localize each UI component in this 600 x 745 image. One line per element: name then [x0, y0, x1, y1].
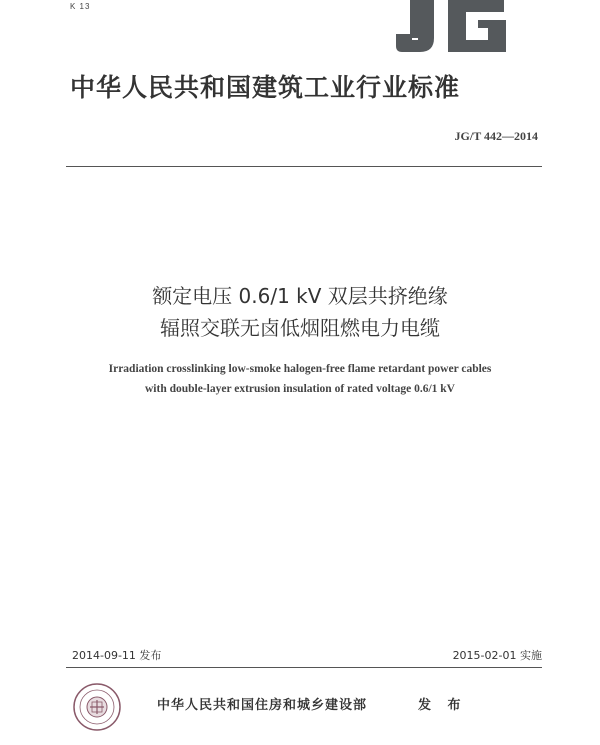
issuer: 中华人民共和国住房和城乡建设部	[157, 698, 368, 713]
header-divider	[66, 166, 542, 167]
standard-category: 中华人民共和国建筑工业行业标准	[70, 73, 461, 102]
footer-divider	[66, 667, 542, 668]
standard-number: JG/T 442—2014	[454, 129, 538, 143]
ministry-seal-icon	[72, 682, 122, 732]
classification-code: K 13	[70, 2, 91, 11]
publish-date: 2014-09-11 发布	[72, 649, 162, 662]
title-cn-line1: 额定电压 0.6/1 kV 双层共挤绝缘	[152, 284, 448, 308]
issue-label: 发 布	[418, 698, 467, 713]
title-en-line2: with double-layer extrusion insulation of rated voltage 0.6/1 kV	[145, 383, 455, 395]
title-en-line1: Irradiation crosslinking low-smoke halogen-free flame retardant power cables	[108, 363, 492, 375]
title-cn-line2: 辐照交联无卤低烟阻燃电力电缆	[160, 316, 440, 340]
jg-logo	[396, 0, 510, 54]
implement-date: 2015-02-01 实施	[452, 649, 542, 662]
